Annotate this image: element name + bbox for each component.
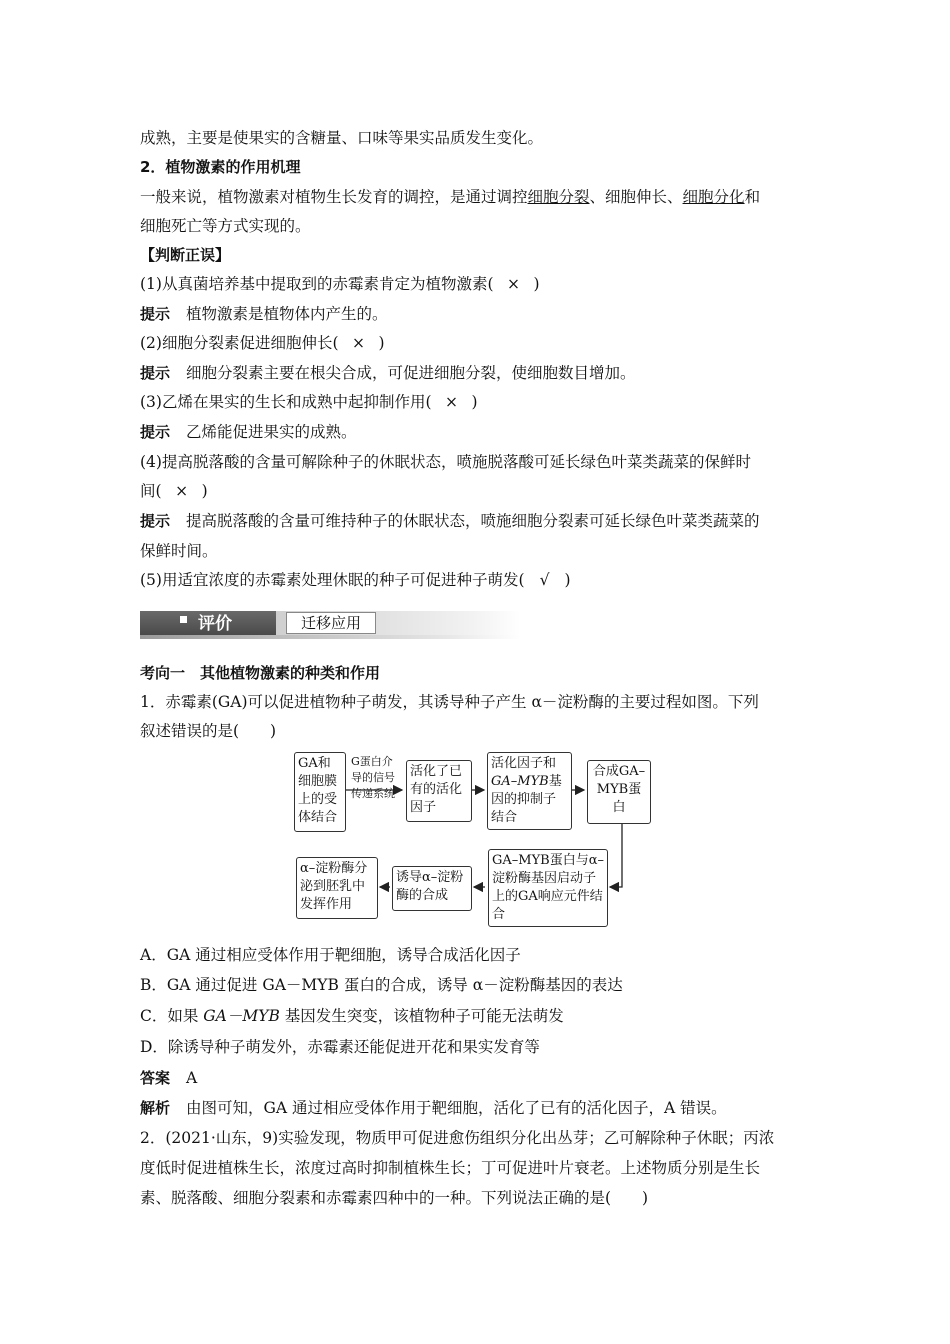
question-2-line-3: 素、脱落酸、细胞分裂素和赤霉素四种中的一种。下列说法正确的是( ) [140,1189,649,1207]
judge-item-2: (2)细胞分裂素促进细胞伸长( × ) [140,334,385,352]
judge-item-4b: 间( × ) [140,482,208,500]
question-1-line-1: 1．赤霉素(GA)可以促进植物种子萌发，其诱导种子产生 α－淀粉酶的主要过程如图。下列 [140,693,759,711]
judge-item-3: (3)乙烯在果实的生长和成熟中起抑制作用( × ) [140,393,478,411]
question-2-line-1: 2．(2021·山东，9)实验发现，物质甲可促进愈伤组织分化出丛芽；乙可解除种子休眠；丙浓 [140,1129,775,1147]
banner-label-transfer: 迁移应用 [286,612,376,634]
question-2-line-2: 度低时促进植株生长，浓度过高时抑制植株生长；丁可促进叶片衰老。上述物质分别是生长 [140,1159,761,1177]
option-d: D．除诱导种子萌发外，赤霉素还能促进开花和果实发育等 [140,1038,540,1056]
flow-box-factor-binding: 活化因子和GA–MYB基因的抑制子结合 [487,752,572,830]
option-a: A．GA 通过相应受体作用于靶细胞，诱导合成活化因子 [140,946,521,964]
flow-box-secretion: α–淀粉酶分泌到胚乳中发挥作用 [296,857,378,919]
flow-label-g-protein: G蛋白介导的信号传递系统 [351,755,395,800]
flow-box-promoter-binding: GA–MYB蛋白与α–淀粉酶基因启动子上的GA响应元件结合 [488,849,608,927]
flow-box-induce-amylase: 诱导α–淀粉酶的合成 [392,866,472,911]
section-title: 2．植物激素的作用机理 [140,158,301,176]
option-b: B．GA 通过促进 GA－MYB 蛋白的合成，诱导 α－淀粉酶基因的表达 [140,976,623,994]
flow-box-activated-factor: 活化了已有的活化因子 [406,760,472,822]
judge-title: 【判断正误】 [140,246,231,264]
arrow-4 [610,824,622,887]
flow-box-receptor: GA和细胞膜上的受体结合 [294,752,346,832]
hint-4a: 提示 提高脱落酸的含量可维持种子的休眠状态，喷施细胞分裂素可延长绿色叶菜类蔬菜的 [140,512,760,530]
paragraph-continuation: 成熟，主要是使果实的含糖量、口味等果实品质发生变化。 [140,129,544,147]
explanation: 解析 由图可知，GA 通过相应受体作用于靶细胞，活化了已有的活化因子，A 错误。 [140,1099,727,1117]
judge-item-4a: (4)提高脱落酸的含量可解除种子的休眠状态，喷施脱落酸可延长绿色叶菜类蔬菜的保鲜时 [140,453,751,471]
paragraph-mechanism-1: 一般来说，植物激素对植物生长发育的调控，是通过调控细胞分裂、细胞伸长、细胞分化和 [140,188,761,206]
hint-2: 提示 细胞分裂素主要在根尖合成，可促进细胞分裂，使细胞数目增加。 [140,364,636,382]
direction-heading: 考向一 其他植物激素的种类和作用 [140,664,381,682]
judge-item-1: (1)从真菌培养基中提取到的赤霉素肯定为植物激素( × ) [140,275,540,293]
banner-label-evaluate: 评价 [198,614,232,634]
judge-item-5: (5)用适宜浓度的赤霉素处理休眠的种子可促进种子萌发( √ ) [140,571,571,589]
answer: 答案 A [140,1069,198,1087]
hint-3: 提示 乙烯能促进果实的成熟。 [140,423,357,441]
flow-box-synthesis: 合成GA–MYB蛋白 [587,760,651,824]
question-1-line-2: 叙述错误的是( ) [140,722,277,740]
option-c: C．如果 GA－MYB 基因发生突变，该植物种子可能无法萌发 [140,1007,564,1025]
paragraph-mechanism-2: 细胞死亡等方式实现的。 [140,217,311,235]
hint-4b: 保鲜时间。 [140,542,218,560]
hint-1: 提示 植物激素是植物体内产生的。 [140,305,388,323]
